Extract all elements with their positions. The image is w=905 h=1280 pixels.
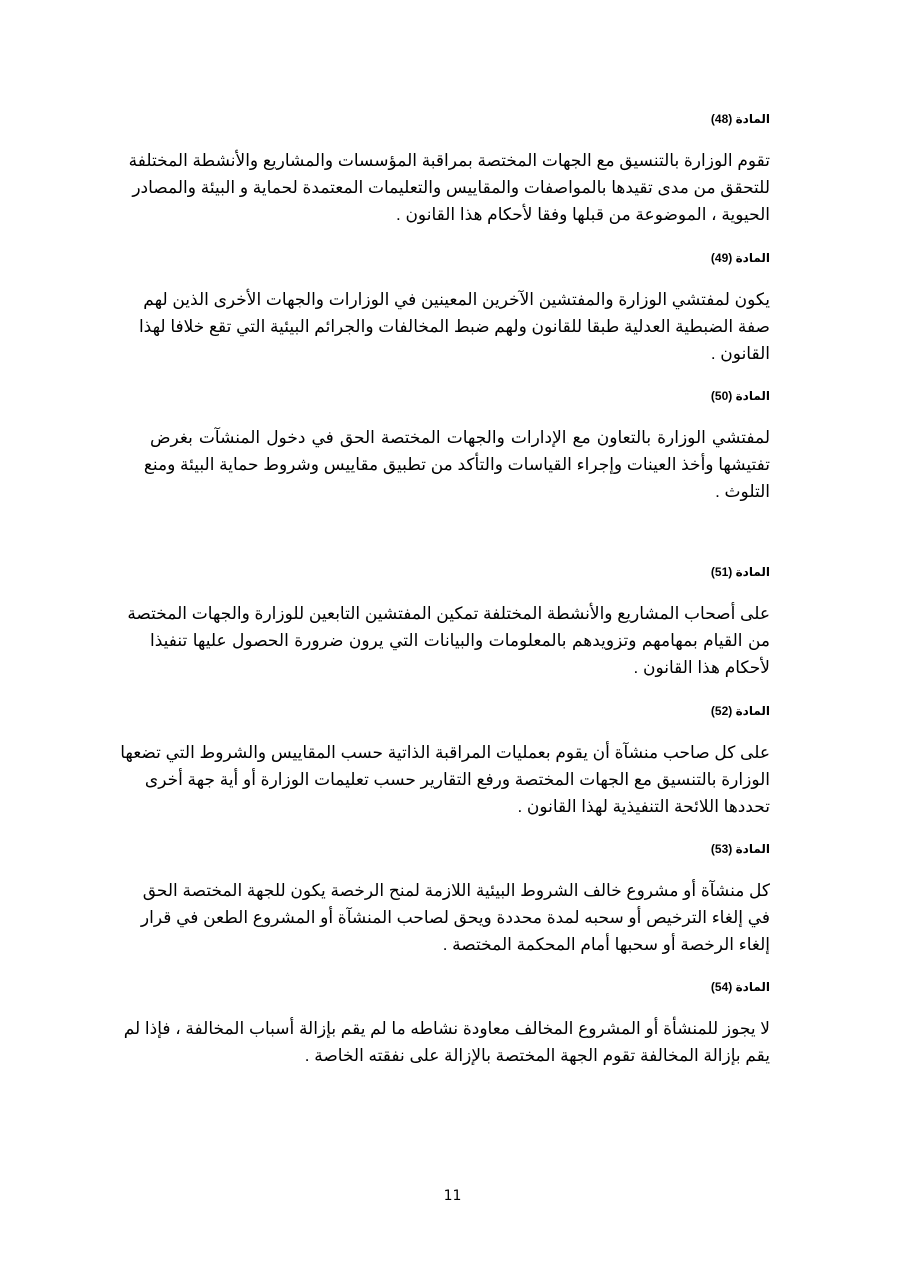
article-body	[140, 877, 770, 958]
article-49	[138, 250, 770, 367]
article-line: يكون لمفتشي الوزارة والمفتشين الآخرين المعينين في الوزارات والجهات الأخرى الذين لهم	[143, 290, 770, 309]
article-line: يقم بإزالة المخالفة تقوم الجهة المختصة بالإزالة على نفقته الخاصة .	[304, 1046, 770, 1065]
article-body	[120, 739, 770, 820]
article-body	[127, 600, 770, 681]
article-line: في إلغاء الترخيص أو سحبه لمدة محددة ويحق لصاحب المنشآة أو المشروع الطعن في قرار	[140, 908, 770, 927]
article-line: لمفتشي الوزارة بالتعاون مع الإدارات والجهات المختصة الحق في دخول المنشآت بغرض	[150, 428, 770, 447]
article-heading: المادة (51)	[710, 565, 770, 579]
article-51	[127, 564, 770, 681]
article-body	[143, 424, 770, 505]
article-line: كل منشآة أو مشروع خالف الشروط البيئية اللازمة لمنح الرخصة يكون للجهة المختصة الحق	[142, 881, 770, 900]
article-heading: المادة (54)	[710, 980, 770, 994]
article-heading: المادة (48)	[710, 112, 770, 126]
article-line: لا يجوز للمنشأة أو المشروع المخالف معاودة نشاطه ما لم يقم بإزالة أسباب المخالفة ، فإذا لم	[123, 1019, 770, 1038]
article-line: تحددها اللائحة التنفيذية لهذا القانون .	[517, 797, 770, 816]
article-line: إلغاء الرخصة أو سحبها أمام المحكمة المختصة .	[442, 935, 770, 954]
article-line: صفة الضبطية العدلية طبقا للقانون ولهم ضبط المخالفات والجرائم البيئية التي تقع خلافا لهذا	[138, 317, 770, 336]
article-52	[120, 703, 770, 820]
article-line: تفتيشها وأخذ العينات وإجراء القياسات والتأكد من تطبيق مقاييس وشروط حماية البيئة ومنع	[143, 455, 770, 474]
article-body	[128, 147, 770, 228]
article-line: لأحكام هذا القانون .	[633, 658, 770, 677]
article-line: القانون .	[710, 344, 770, 363]
article-heading: المادة (53)	[710, 842, 770, 856]
article-line: تقوم الوزارة بالتنسيق مع الجهات المختصة بمراقبة المؤسسات والمشاريع والأنشطة المختلفة	[128, 151, 770, 170]
article-line: على كل صاحب منشآة أن يقوم بعمليات المراقبة الذاتية حسب المقاييس والشروط التي تضعها	[120, 743, 770, 762]
article-50	[143, 388, 770, 505]
article-body	[138, 286, 770, 367]
article-body	[123, 1015, 770, 1069]
article-54	[123, 979, 770, 1069]
article-heading: المادة (52)	[710, 704, 770, 718]
article-line: الحيوية ، الموضوعة من قبلها وفقا لأحكام هذا القانون .	[396, 205, 770, 224]
article-heading: المادة (50)	[710, 389, 770, 403]
article-line: من القيام بمهامهم وتزويدهم بالمعلومات والبيانات التي يرون ضرورة الحصول عليها تنفيذا	[150, 631, 770, 650]
article-heading: المادة (49)	[710, 251, 770, 265]
article-line: التلوث .	[715, 482, 770, 501]
article-line: الوزارة بالتنسيق مع الجهات المختصة ورفع التقارير حسب تعليمات الوزارة أو أية جهة أخرى	[144, 770, 770, 789]
article-48	[128, 111, 770, 228]
page-number: 11	[443, 1188, 462, 1204]
article-line: للتحقق من مدى تقيدها بالمواصفات والمقاييس والتعليمات المعتمدة لحماية و البيئة والمصادر	[132, 178, 770, 197]
article-53	[140, 841, 770, 958]
article-line: على أصحاب المشاريع والأنشطة المختلفة تمكين المفتشين التابعين للوزارة والجهات المختصة	[127, 604, 770, 623]
